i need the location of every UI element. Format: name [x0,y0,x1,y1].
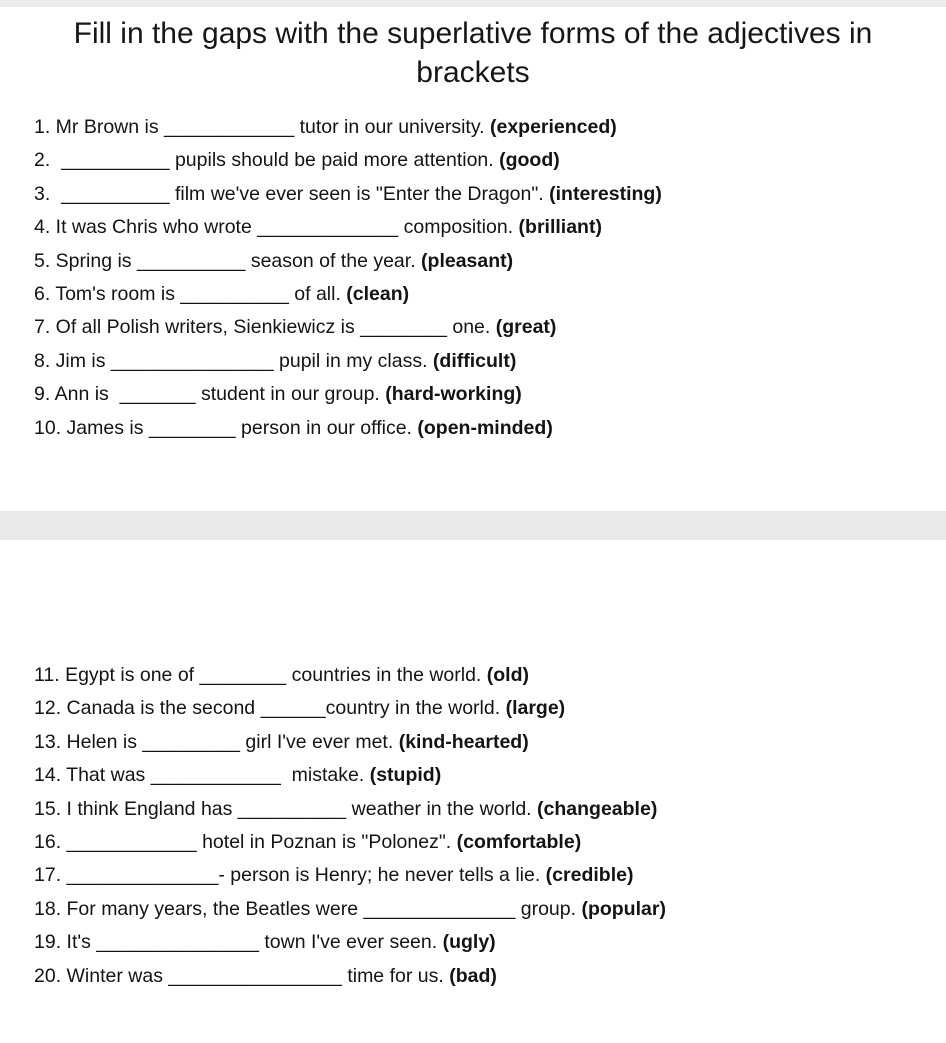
item-adjective: ( pleasant ) [421,250,513,272]
item-text: 14. That was ____________ mistake. [34,764,370,787]
item-adjective: ( interesting ) [549,183,662,205]
item-adjective: ( kind-hearted ) [399,731,529,753]
item-text: 13. Helen is _________ girl I've ever met. [34,730,399,753]
exercise-item [34,893,930,926]
exercise-item [34,926,930,959]
item-text: 2. __________ pupils should be paid more attention. [34,149,500,172]
exercise-item [34,659,930,692]
section-top [34,111,930,445]
exercise-item [34,278,930,311]
item-adjective: ( large ) [506,697,566,719]
exercise-item [34,759,930,792]
exercise-item [34,345,930,378]
item-adjective: ( great ) [496,316,557,338]
item-adjective: ( open-minded ) [417,417,552,439]
exercise-item [34,826,930,859]
item-adjective: ( good ) [499,149,560,171]
item-text: 3. __________ film we've ever seen is "Enter the Dragon". [34,182,550,205]
exercise-item [34,111,930,144]
worksheet-title: Fill in the gaps with the superlative forms of the adjectives in brackets [73,17,873,89]
item-text: 17. ______________- person is Henry; he never tells a lie. [34,864,546,887]
item-adjective: ( experienced ) [490,116,617,138]
exercise-item [34,859,930,892]
item-adjective: ( comfortable ) [457,831,582,853]
exercise-item [34,378,930,411]
item-adjective: ( popular ) [581,898,666,920]
item-text: 10. James is ________ person in our office. [34,416,418,439]
item-adjective: ( hard-working ) [385,383,522,405]
item-text: 15. I think England has __________ weather in the world. [34,797,538,820]
exercise-item [34,960,930,993]
item-adjective: ( difficult ) [433,350,516,372]
item-text: 20. Winter was ________________ time for us. [34,964,450,987]
exercise-item [34,178,930,211]
exercise-item [34,245,930,278]
item-text: 12. Canada is the second ______country in the world. [34,697,506,720]
item-adjective: ( stupid ) [370,764,442,786]
exercise-item [34,726,930,759]
item-text: 5. Spring is __________ season of the year. [34,249,422,272]
section-bottom [34,659,930,993]
exercise-item [34,793,930,826]
item-text: 11. Egypt is one of ________ countries in the world. [34,664,487,686]
item-adjective: ( brilliant ) [519,216,602,238]
item-text: 19. It's _______________ town I've ever seen. [34,931,443,954]
item-adjective: ( clean ) [346,283,409,305]
item-adjective: ( changeable ) [537,798,657,820]
item-text: 16. ____________ hotel in Poznan is "Polonez". [34,831,457,854]
item-adjective: ( ugly ) [443,931,496,953]
exercise-item [34,412,930,445]
item-text: 18. For many years, the Beatles were ______________ group. [34,897,582,920]
item-adjective: ( bad ) [449,965,497,987]
exercise-item [34,144,930,177]
item-text: 9. Ann is _______ student in our group. [34,383,386,406]
section-divider [0,511,946,540]
item-text: 7. Of all Polish writers, Sienkiewicz is ________ one. [34,316,496,339]
item-text: 8. Jim is _______________ pupil in my class. [34,349,433,372]
exercise-item [34,211,930,244]
item-adjective: ( old ) [487,664,529,686]
item-text: 4. It was Chris who wrote _____________ composition. [34,216,519,239]
exercise-item [34,311,930,344]
exercise-item [34,692,930,725]
item-text: 1. Mr Brown is ____________ tutor in our university. [34,116,490,138]
item-adjective: ( credible ) [546,864,634,886]
item-text: 6. Tom's room is __________ of all. [34,283,347,306]
